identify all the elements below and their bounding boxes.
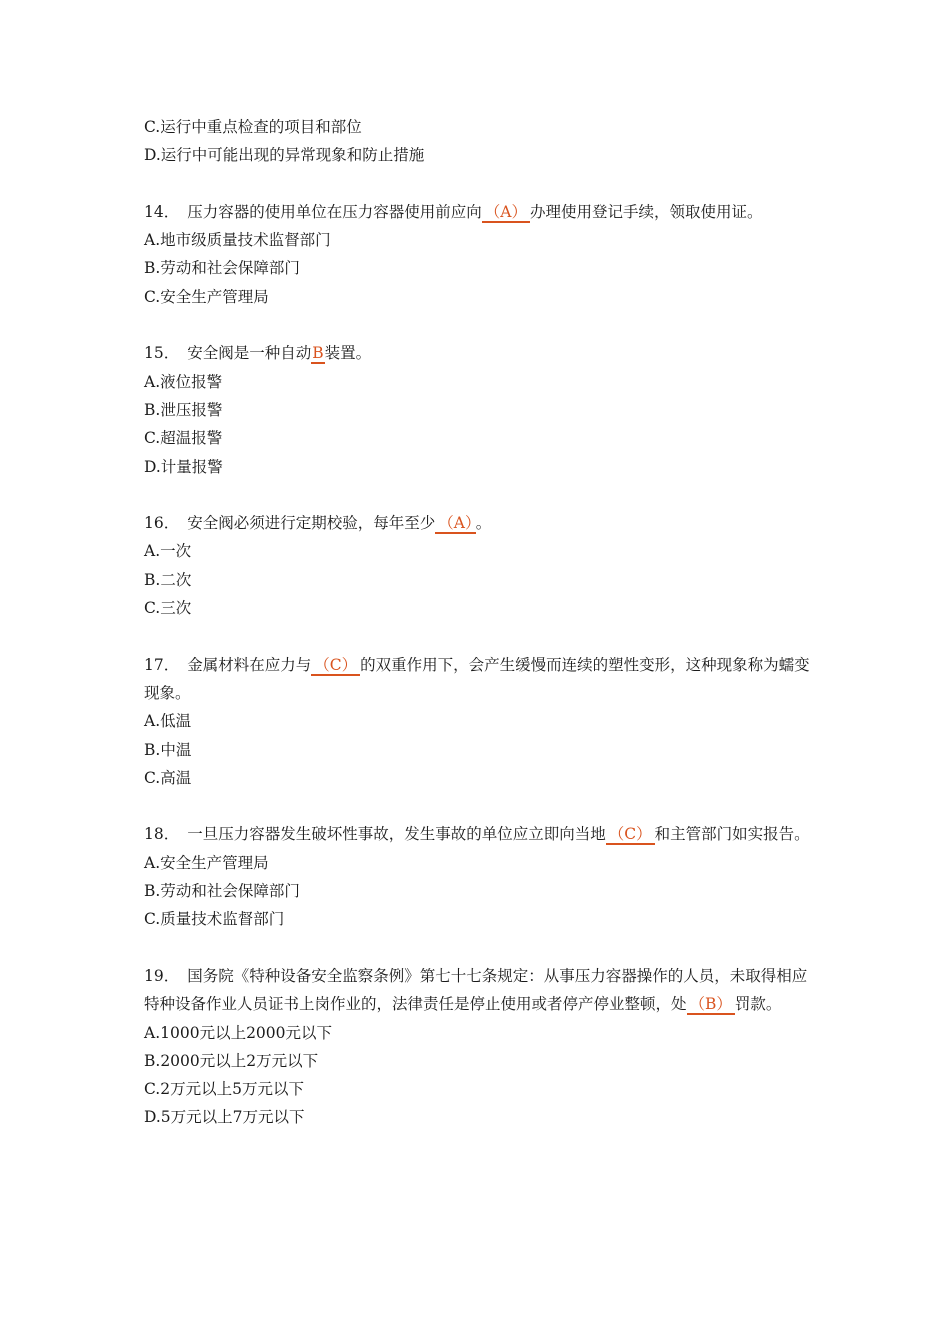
answer-mark: （A） [482, 203, 530, 223]
option-line: C.质量技术监督部门 [144, 910, 285, 929]
question-14 [144, 198, 816, 226]
option-line: B.劳动和社会保障部门 [144, 882, 300, 901]
question-17 [144, 651, 816, 708]
option-line: A.液位报警 [144, 372, 223, 391]
option-line: B.泄压报警 [144, 400, 223, 419]
option-line: D.5万元以上7万元以下 [144, 1108, 305, 1127]
question-15 [144, 339, 816, 367]
option-line: D.运行中可能出现的异常现象和防止措施 [144, 146, 425, 165]
option-line: A.一次 [144, 542, 192, 561]
question-18 [144, 820, 816, 848]
option-line: A.低温 [144, 712, 192, 731]
question-text-after: 的双重作用下，会产生缓慢而连续的塑性变形，这种现象称为蠕变现象。 [144, 655, 810, 702]
question-number: 18． [144, 825, 180, 844]
option-line: D.计量报警 [144, 457, 223, 476]
option-line: C.高温 [144, 768, 192, 787]
answer-mark: （B） [687, 995, 735, 1015]
question-number: 16． [144, 514, 180, 533]
question-text: 安全阀必须进行定期校验，每年至少 [187, 514, 436, 533]
question-text-after: 装置。 [324, 344, 372, 363]
question-text-after: 和主管部门如实报告。 [654, 825, 810, 844]
answer-mark: （C） [606, 825, 655, 845]
answer-mark: （C） [311, 656, 360, 676]
question-number: 14． [144, 202, 180, 221]
question-text-after: 。 [475, 514, 492, 533]
question-text: 国务院《特种设备安全监察条例》第七十七条规定：从事压力容器操作的人员，未取得相应特种设备作业人员证书上岗作业的，法律责任是停止使用或者停产停业整顿，处 [144, 966, 808, 1014]
question-16 [144, 509, 816, 537]
question-text: 一旦压力容器发生破坏性事故，发生事故的单位应立即向当地 [187, 825, 606, 844]
option-line: B.劳动和社会保障部门 [144, 259, 300, 278]
question-text: 安全阀是一种自动 [187, 344, 312, 363]
option-line: B.二次 [144, 570, 192, 589]
document-page [144, 113, 816, 1132]
question-text: 金属材料在应力与 [187, 655, 312, 674]
option-line: A.地市级质量技术监督部门 [144, 231, 331, 250]
question-text: 压力容器的使用单位在压力容器使用前应向 [187, 202, 482, 221]
question-text-after: 办理使用登记手续，领取使用证。 [529, 202, 763, 221]
option-line: C.2万元以上5万元以下 [144, 1080, 304, 1099]
option-line: B.2000元以上2万元以下 [144, 1051, 319, 1070]
option-line: C.安全生产管理局 [144, 287, 269, 306]
option-line: B.中温 [144, 740, 192, 759]
option-line: C.运行中重点检查的项目和部位 [144, 118, 362, 136]
question-number: 15． [144, 344, 180, 363]
option-line: A.1000元以上2000元以下 [144, 1023, 333, 1042]
question-19 [144, 962, 816, 1019]
option-line: C.三次 [144, 599, 192, 618]
answer-mark: B [312, 344, 324, 363]
question-number: 19． [144, 966, 180, 985]
option-line: C.超温报警 [144, 429, 223, 448]
option-line: A.安全生产管理局 [144, 853, 269, 872]
answer-mark: （A） [435, 514, 475, 534]
question-text-after: 罚款。 [734, 995, 782, 1014]
question-number: 17． [144, 655, 180, 674]
